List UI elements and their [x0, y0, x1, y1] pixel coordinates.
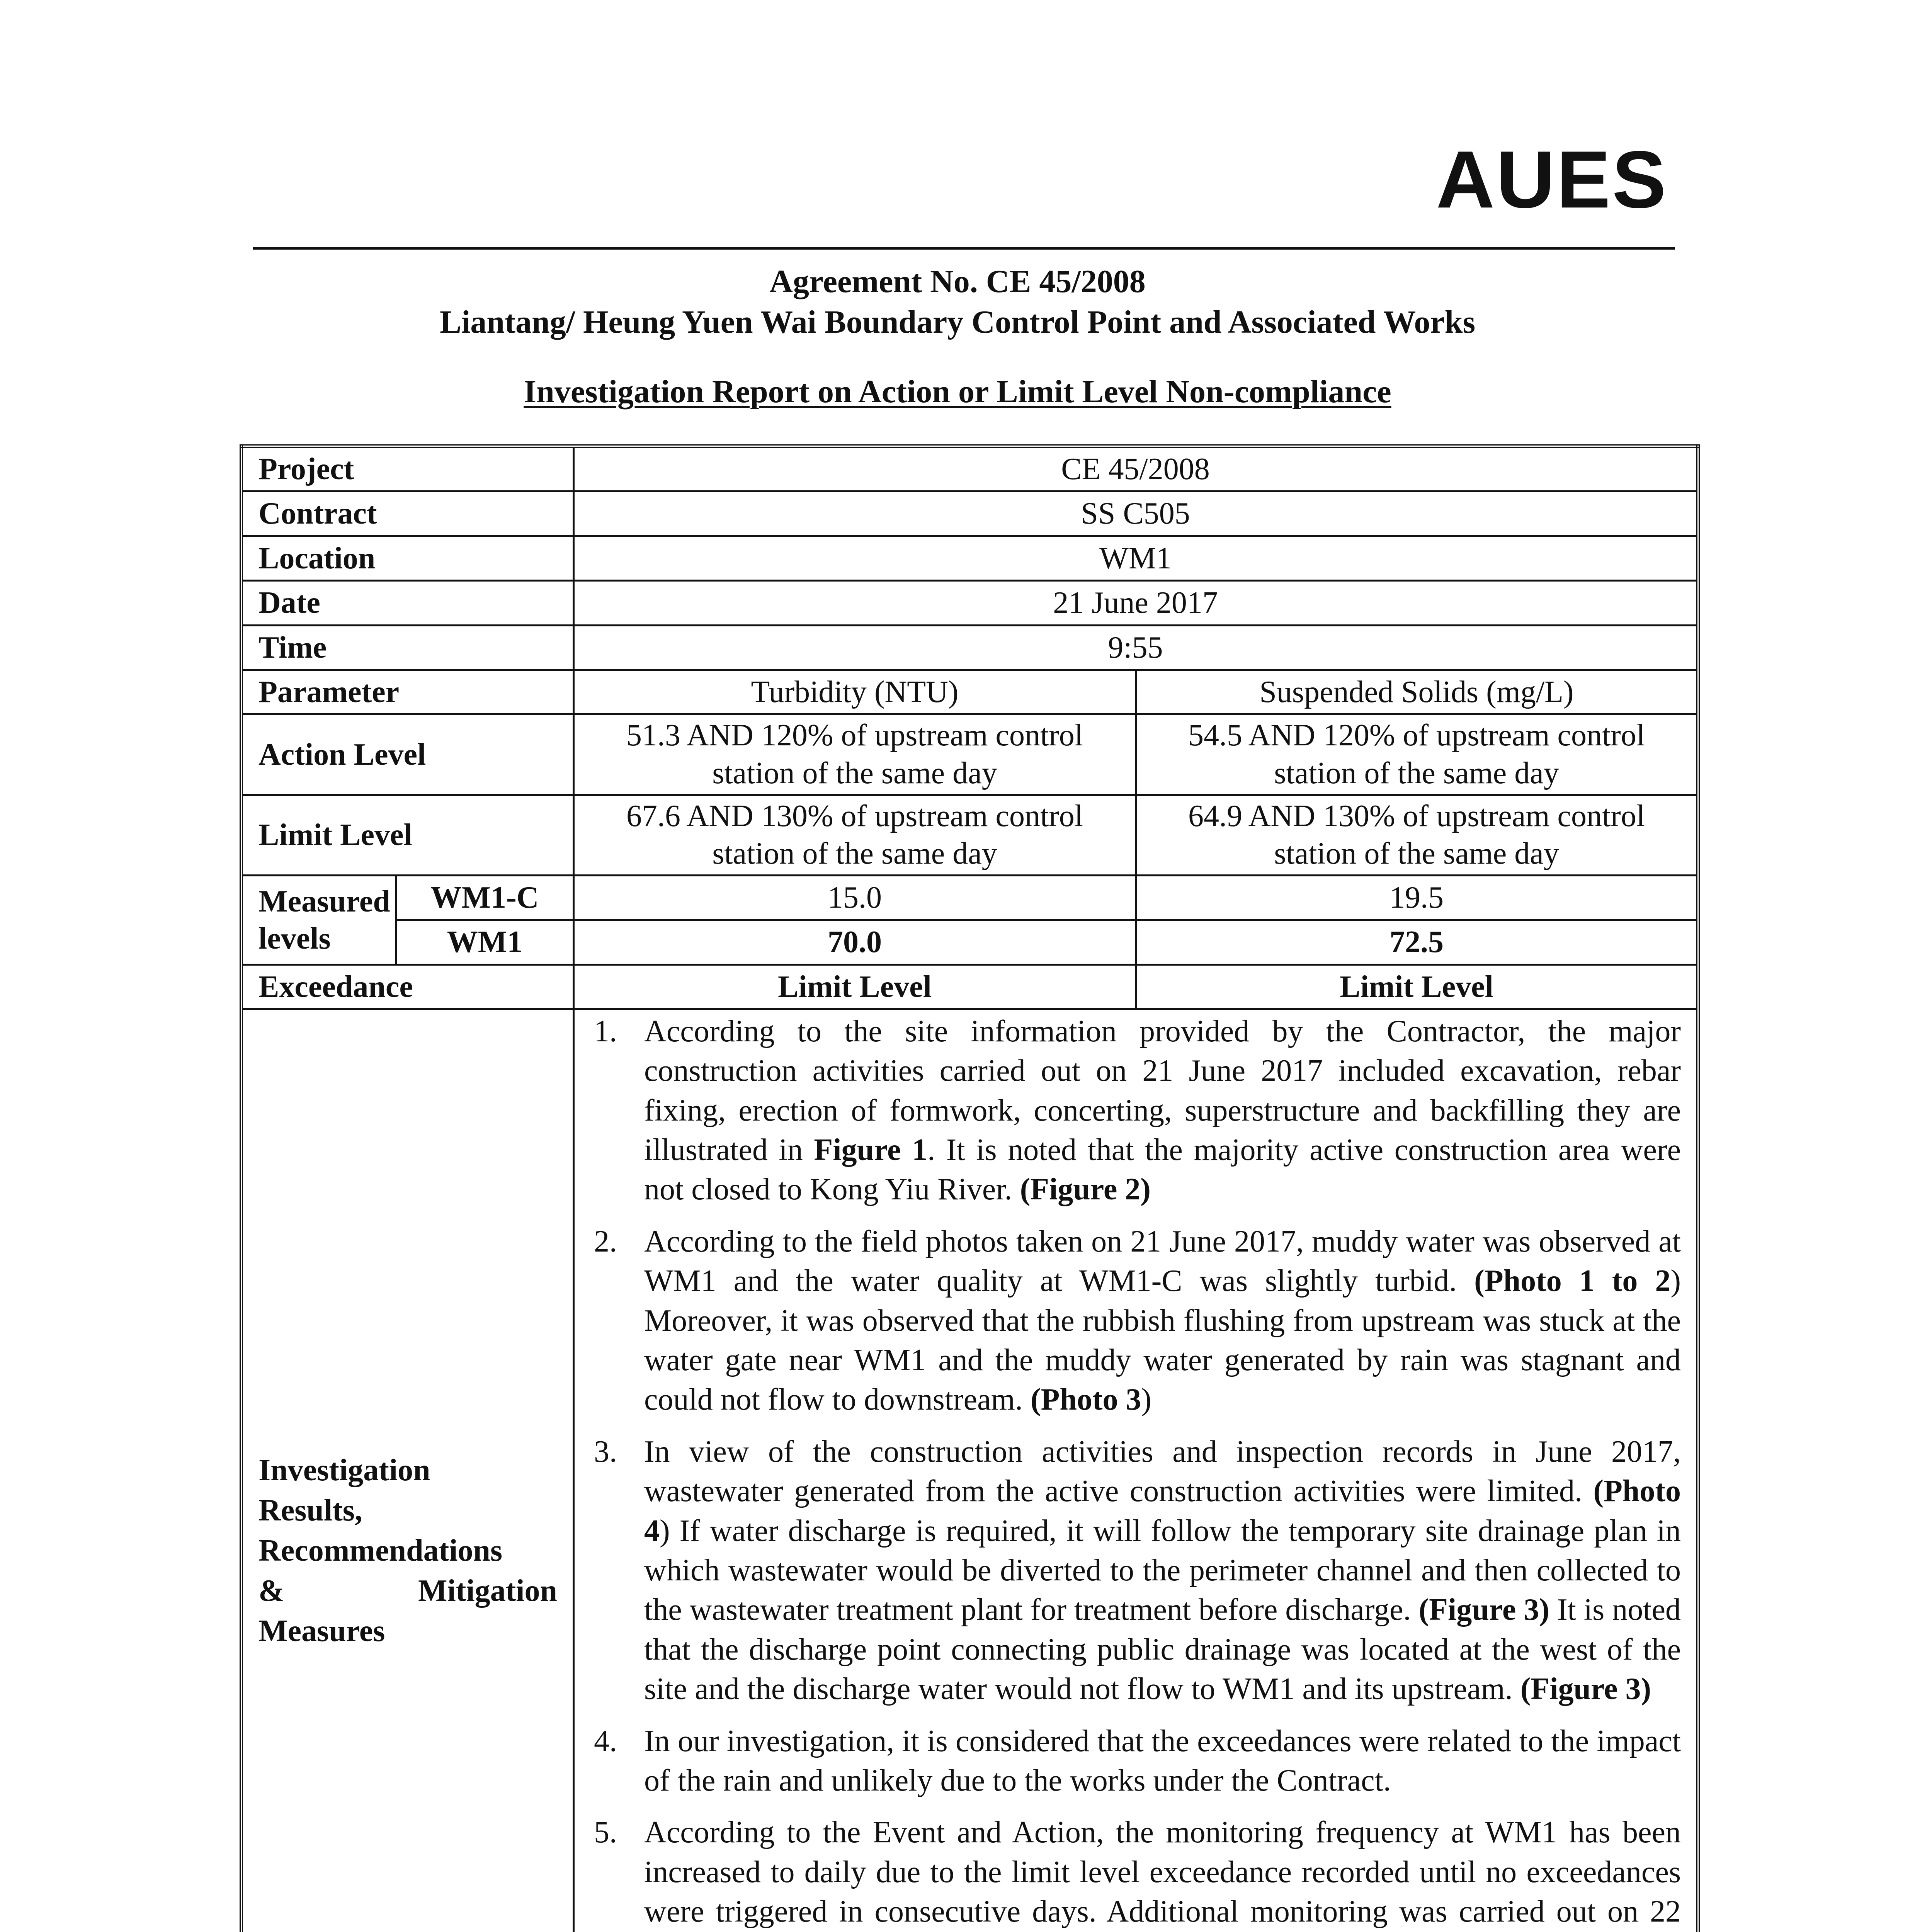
exceedance-label: Exceedance [242, 964, 574, 1009]
limit-level-ss-line1: 64.9 AND 130% of upstream control [1188, 799, 1645, 833]
photo-4-ref: (Photo 4 [644, 1474, 1681, 1548]
investigation-item-1 [590, 1012, 1681, 1209]
station-wm1c-name: WM1-C [396, 875, 574, 920]
limit-level-turbidity [574, 795, 1136, 875]
figure-1-ref: Figure 1 [814, 1133, 928, 1167]
project-label: Project [242, 446, 574, 492]
row-action-level [242, 714, 1698, 795]
measured-label-line1: Measured [259, 884, 390, 918]
item-text [644, 1222, 1681, 1420]
photo-3-ref: (Photo 3 [1030, 1383, 1141, 1417]
date-label: Date [242, 581, 574, 625]
investigation-item-5 [590, 1813, 1681, 1932]
investigation-label-line5: Measures [259, 1614, 385, 1648]
row-date [242, 581, 1698, 625]
investigation-label-mitigation: Mitigation [418, 1573, 558, 1608]
company-logo: AUES [1436, 134, 1668, 225]
investigation-body [574, 1009, 1698, 1932]
action-level-label: Action Level [242, 714, 574, 795]
limit-level-turbidity-line2: station of the same day [712, 837, 997, 871]
figure-2-ref: (Figure 2) [1020, 1172, 1151, 1207]
parameter-label: Parameter [242, 670, 574, 714]
row-measured-wm1c [242, 875, 1698, 920]
limit-level-turbidity-line1: 67.6 AND 130% of upstream control [626, 799, 1083, 833]
time-label: Time [242, 625, 574, 670]
action-level-turbidity-line2: station of the same day [712, 756, 997, 790]
action-level-turbidity [574, 714, 1136, 795]
item-text [644, 1012, 1681, 1209]
contract-label: Contract [242, 492, 574, 536]
agreement-number: Agreement No. CE 45/2008 [769, 264, 1146, 299]
time-value: 9:55 [574, 625, 1698, 670]
item-number: 2. [594, 1224, 617, 1259]
investigation-item-4 [590, 1721, 1681, 1801]
investigation-label [242, 1009, 574, 1932]
measured-levels-label [242, 875, 396, 964]
wm1-turbidity: 70.0 [574, 920, 1136, 964]
item-text-part: It is noted that the discharge point connecting public drainage was located at the west of the site and the discharge water would not flow to WM1 and its upstream. [644, 1593, 1681, 1706]
item-text: In our investigation, it is considered that the exceedances were related to the impact of the rain and unlikely due to the works under the Contract. [644, 1724, 1681, 1798]
investigation-label-ampersand: & [259, 1573, 284, 1608]
investigation-label-line1: Investigation [259, 1453, 430, 1487]
row-contract [242, 492, 1698, 536]
header-divider [253, 247, 1675, 250]
item-number: 3. [594, 1434, 617, 1469]
action-level-turbidity-line1: 51.3 AND 120% of upstream control [626, 718, 1083, 753]
investigation-label-line2: Results, [259, 1493, 362, 1527]
item-text-part: According to the field photos taken on 21 June 2017, muddy water was observed at WM1 and the water quality at WM1-C was slightly turbid. [644, 1224, 1681, 1298]
report-title: Investigation Report on Action or Limit Level Non-compliance [524, 374, 1391, 410]
contract-value: SS C505 [574, 492, 1698, 536]
item-number: 4. [594, 1724, 617, 1758]
row-measured-wm1 [242, 920, 1698, 964]
item-text-part: ) If water discharge is required, it will follow the temporary site drainage plan in which wastewater would be diverted to the perimeter channel and then collected to the wastewater treatment plant for treatment before discharge. [644, 1514, 1681, 1627]
parameter-suspended-solids: Suspended Solids (mg/L) [1136, 670, 1698, 714]
report-table [240, 444, 1700, 1932]
row-parameter [242, 670, 1698, 714]
item-text [644, 1432, 1681, 1709]
row-time [242, 625, 1698, 670]
limit-level-suspended-solids [1136, 795, 1698, 875]
project-title: Liantang/ Heung Yuen Wai Boundary Control Point and Associated Works [439, 304, 1476, 340]
item-text-part: . It is noted that the majority active construction area were not closed to Kong Yiu River. [644, 1133, 1681, 1207]
wm1c-suspended-solids: 19.5 [1136, 875, 1698, 920]
parameter-turbidity: Turbidity (NTU) [574, 670, 1136, 714]
row-location [242, 536, 1698, 580]
item-text-part: ) [1141, 1383, 1152, 1417]
wm1-suspended-solids: 72.5 [1136, 920, 1698, 964]
item-number: 5. [594, 1815, 617, 1850]
wm1c-turbidity: 15.0 [574, 875, 1136, 920]
limit-level-ss-line2: station of the same day [1274, 837, 1559, 871]
item-text-part: In view of the construction activities and inspection records in June 2017, wastewater generated from the active construction activities were limited. [644, 1434, 1681, 1509]
exceedance-turbidity: Limit Level [574, 964, 1136, 1009]
date-value: 21 June 2017 [574, 581, 1698, 625]
investigation-item-3 [590, 1432, 1681, 1709]
row-exceedance [242, 964, 1698, 1009]
action-level-suspended-solids [1136, 714, 1698, 795]
figure-3-ref: (Figure 3) [1418, 1593, 1549, 1627]
investigation-list [590, 1012, 1681, 1932]
exceedance-suspended-solids: Limit Level [1136, 964, 1698, 1009]
item-text: According to the Event and Action, the monitoring frequency at WM1 has been increased to daily due to the limit level exceedance recorded until no exceedances were triggered in consecutive days. Additional monitoring was carried out on 22 [644, 1815, 1681, 1929]
investigation-label-line4 [259, 1571, 557, 1611]
limit-level-label: Limit Level [242, 795, 574, 875]
row-project [242, 446, 1698, 492]
station-wm1-name: WM1 [396, 920, 574, 964]
figure-3-ref: (Figure 3) [1520, 1672, 1651, 1706]
row-limit-level [242, 795, 1698, 875]
row-investigation [242, 1009, 1698, 1932]
investigation-item-2 [590, 1222, 1681, 1420]
photo-1-2-ref: (Photo 1 to 2 [1474, 1264, 1671, 1298]
investigation-label-line3: Recommendations [259, 1533, 503, 1568]
item-number: 1. [594, 1014, 617, 1048]
action-level-ss-line2: station of the same day [1274, 756, 1559, 790]
location-value: WM1 [574, 536, 1698, 580]
item-text-part: ) Moreover, it was observed that the rubbish flushing from upstream was stuck at the water gate near WM1 and the muddy water generated by rain was stagnant and could not flow to downstream. [644, 1264, 1681, 1417]
location-label: Location [242, 536, 574, 580]
project-value: CE 45/2008 [574, 446, 1698, 492]
measured-label-line2: levels [259, 921, 331, 956]
item-text-part: According to the site information provided by the Contractor, the major construction activities carried out on 21 June 2017 included excavation, rebar fixing, erection of formwork, concerting, superstructure and backfilling they are illustrated in [644, 1014, 1681, 1167]
action-level-ss-line1: 54.5 AND 120% of upstream control [1188, 718, 1645, 753]
